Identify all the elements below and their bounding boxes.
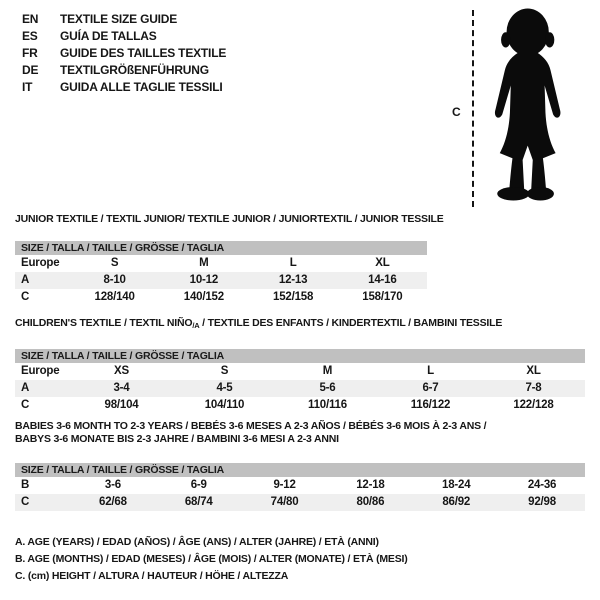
- title-text: / TEXTILE DES ENFANTS / KINDERTEXTIL / BAMBINI TESSILE: [199, 317, 503, 329]
- language-label: GUIDE DES TAILLES TEXTILE: [60, 45, 227, 60]
- cell-value: 8-10: [103, 274, 126, 286]
- cell-value: 116/122: [410, 399, 451, 411]
- language-row: [22, 28, 226, 45]
- size-header-bar: SIZE / TALLA / TAILLE / GRÖSSE / TAGLIA: [15, 241, 427, 255]
- table-row: [15, 272, 427, 289]
- measurement-legend: [15, 534, 408, 585]
- cell-value: 68/74: [184, 496, 213, 508]
- section-title-line: BABIES 3-6 MONTH TO 2-3 YEARS / BEBÉS 3-6 MESES A 2-3 AÑOS / BÉBÉS 3-6 MOIS À 2-3 ANS /: [15, 420, 487, 432]
- cell-value: XL: [375, 257, 390, 269]
- babies-size-table: [15, 463, 585, 511]
- language-label: TEXTILE SIZE GUIDE: [60, 12, 178, 27]
- table-row: [15, 363, 585, 380]
- cell-value: XS: [114, 365, 129, 377]
- language-code: ES: [22, 29, 38, 44]
- table-rows: [15, 363, 585, 414]
- cell-value: 24-36: [527, 479, 557, 491]
- section-junior-textile: [15, 213, 585, 306]
- cell-value: 128/140: [94, 291, 135, 303]
- cell-value: 122/128: [513, 399, 554, 411]
- table-row: [15, 397, 585, 414]
- row-label: C: [21, 291, 30, 303]
- cell-value: 4-5: [216, 382, 233, 394]
- language-label: GUIDA ALLE TAGLIE TESSILI: [60, 79, 223, 94]
- table-row: [15, 494, 585, 511]
- section-title: JUNIOR TEXTILE / TEXTIL JUNIOR/ TEXTILE JUNIOR / JUNIORTEXTIL / JUNIOR TESSILE: [15, 213, 444, 225]
- cell-value: 12-13: [278, 274, 308, 286]
- table-row: [15, 477, 585, 494]
- table-row: [15, 380, 585, 397]
- cell-value: 3-4: [113, 382, 130, 394]
- height-measure-dashed-line: [472, 10, 474, 207]
- cell-value: 74/80: [270, 496, 299, 508]
- cell-value: L: [289, 257, 297, 269]
- table-rows: [15, 477, 585, 511]
- cell-value: 98/104: [104, 399, 139, 411]
- cell-value: 80/86: [356, 496, 385, 508]
- language-row: [22, 45, 226, 62]
- table-rows: [15, 255, 427, 306]
- language-code: EN: [22, 12, 39, 27]
- row-label: Europe: [21, 257, 60, 269]
- cell-value: 5-6: [319, 382, 336, 394]
- size-header-bar: SIZE / TALLA / TAILLE / GRÖSSE / TAGLIA: [15, 349, 585, 363]
- section-children-textile: [15, 317, 585, 414]
- cell-value: L: [427, 365, 434, 377]
- section-title: [15, 317, 585, 332]
- cell-value: 110/116: [308, 399, 347, 411]
- cell-value: S: [220, 365, 229, 377]
- measure-label-c: C: [452, 105, 461, 119]
- table-row: [15, 289, 427, 306]
- cell-value: 14-16: [368, 274, 397, 286]
- legend-line: B. AGE (MONTHS) / EDAD (MESES) / ÂGE (MOIS) / ALTER (MONATE) / ETÀ (MESI): [15, 553, 408, 565]
- cell-value: 18-24: [442, 479, 471, 491]
- row-label: A: [21, 274, 30, 286]
- language-label: TEXTILGRÖßENFÜHRUNG: [60, 62, 209, 77]
- cell-value: 6-7: [422, 382, 439, 394]
- cell-value: 152/158: [273, 291, 314, 303]
- row-label: Europe: [21, 365, 60, 377]
- language-title-list: [22, 11, 226, 95]
- row-label: C: [21, 399, 30, 411]
- cell-value: 3-6: [104, 479, 121, 491]
- row-label: C: [21, 496, 30, 508]
- legend-line: C. (cm) HEIGHT / ALTURA / HAUTEUR / HÖHE / ALTEZZA: [15, 570, 289, 582]
- language-row: [22, 78, 226, 95]
- cell-value: XL: [526, 365, 541, 377]
- row-label: A: [21, 382, 30, 394]
- cell-value: M: [322, 365, 333, 377]
- legend-line: A. AGE (YEARS) / EDAD (AÑOS) / ÂGE (ANS) / ALTER (JAHRE) / ETÀ (ANNI): [15, 536, 379, 548]
- cell-value: 7-8: [525, 382, 542, 394]
- cell-value: 62/68: [99, 496, 127, 508]
- cell-value: 12-18: [356, 479, 385, 491]
- language-row: [22, 61, 226, 78]
- section-babies-textile: [15, 420, 585, 511]
- cell-value: 92/98: [528, 496, 556, 508]
- junior-size-table: [15, 241, 427, 306]
- language-row: [22, 11, 226, 28]
- row-label: B: [21, 479, 30, 491]
- section-title-line: BABYS 3-6 MONATE BIS 2-3 JAHRE / BAMBINI 3-6 MESI A 2-3 ANNI: [15, 433, 339, 445]
- cell-value: 104/110: [204, 399, 245, 411]
- baby-silhouette-icon: [482, 6, 570, 209]
- cell-value: 86/92: [442, 496, 471, 508]
- cell-value: 158/170: [362, 291, 403, 303]
- language-label: GUÍA DE TALLAS: [60, 29, 157, 44]
- title-subscript: /A: [192, 321, 200, 330]
- cell-value: 10-12: [189, 274, 219, 286]
- children-size-table: [15, 349, 585, 414]
- cell-value: 9-12: [273, 479, 296, 491]
- cell-value: 140/152: [183, 291, 224, 303]
- language-code: IT: [22, 79, 33, 94]
- language-code: FR: [22, 45, 38, 60]
- table-row: [15, 255, 427, 272]
- cell-value: 6-9: [190, 479, 207, 491]
- cell-value: M: [199, 257, 209, 269]
- cell-value: S: [110, 257, 119, 269]
- size-header-bar: SIZE / TALLA / TAILLE / GRÖSSE / TAGLIA: [15, 463, 585, 477]
- title-text: CHILDREN'S TEXTILE / TEXTIL NIÑO: [15, 317, 193, 329]
- language-code: DE: [22, 62, 39, 77]
